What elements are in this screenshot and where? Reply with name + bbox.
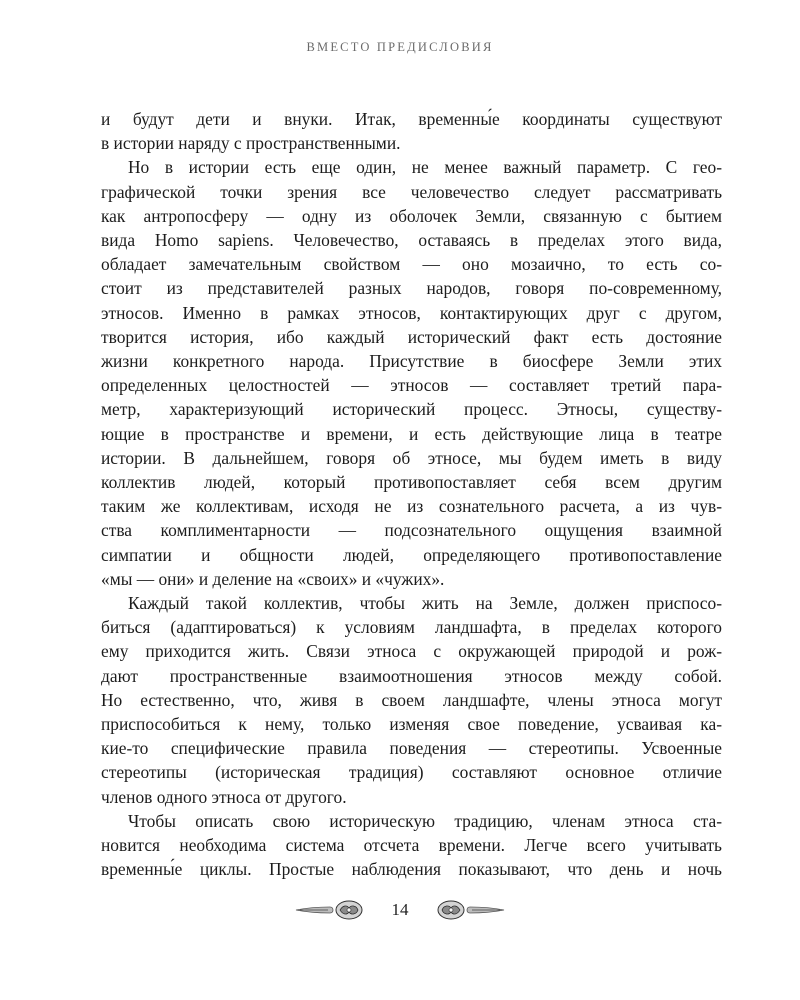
text-line: Чтобы описать свою историческую традицию, членам этноса ста-: [128, 810, 722, 831]
text-line: метр, характеризующий исторический процесс. Этносы, существу-: [101, 399, 722, 420]
text-line: истории. В дальнейшем, говоря об этносе, мы будем иметь в виду: [101, 447, 722, 468]
text-line: биться (адаптироваться) к условиям ландшафта, в пределах которого: [101, 617, 722, 638]
text-line: дают пространственные взаимоотношения этносов между собой.: [101, 665, 722, 686]
text-line: временны́е циклы. Простые наблюдения показывают, что день и ночь: [101, 859, 722, 880]
text-line: кие-то специфические правила поведения — стереотипы. Усвоенные: [101, 738, 722, 759]
text-line: ему приходится жить. Связи этноса с окружающей природой и рож-: [101, 641, 722, 662]
text-line: в истории наряду с пространственными.: [101, 133, 401, 154]
ornament-right-icon: [436, 899, 506, 921]
ornament-left-icon: [294, 899, 364, 921]
page-folio: [0, 897, 800, 923]
text-line: жизни конкретного народа. Присутствие в биосфере Земли этих: [101, 351, 722, 372]
text-line: «мы — они» и деление на «своих» и «чужих».: [101, 568, 445, 589]
text-line: вида Homo sapiens. Человечество, оставаясь в пределах этого вида,: [101, 230, 722, 251]
text-line: Но в истории есть еще один, не менее важный параметр. С гео-: [128, 157, 722, 178]
text-line: определенных целостностей — этносов — составляет третий пара-: [101, 375, 722, 396]
running-head: ВМЕСТО ПРЕДИСЛОВИЯ: [306, 40, 494, 54]
body-text: [101, 107, 722, 882]
text-line: ства комплиментарности — подсознательного ощущения взаимной: [101, 520, 722, 541]
text-line: стереотипы (историческая традиция) составляют основное отличие: [101, 762, 722, 783]
text-line: творится история, ибо каждый исторический факт есть достояние: [101, 326, 722, 347]
text-line: стоит из представителей разных народов, говоря по-современному,: [101, 278, 722, 299]
text-line: Но естественно, что, живя в своем ландшафте, члены этноса могут: [101, 689, 722, 710]
text-line: ющие в пространстве и времени, и есть действующие лица в театре: [101, 423, 722, 444]
text-line: коллектив людей, который противопоставляет себя всем другим: [101, 472, 722, 493]
text-line: симпатии и общности людей, определяющего противопоставление: [101, 544, 722, 565]
text-line: Каждый такой коллектив, чтобы жить на Земле, должен приспосо-: [128, 593, 722, 614]
text-line: графической точки зрения все человечество следует рассматривать: [101, 181, 722, 202]
text-line: членов одного этноса от другого.: [101, 786, 347, 807]
page-number: 14: [391, 900, 409, 919]
text-line: как антропосферу — одну из оболочек Земли, связанную с бытием: [101, 205, 722, 226]
text-line: новится необходима система отсчета времени. Легче всего учитывать: [101, 835, 722, 856]
text-line: и будут дети и внуки. Итак, временны́е координаты существуют: [101, 109, 722, 129]
text-line: обладает замечательным свойством — оно мозаично, то есть со-: [101, 254, 722, 275]
text-line: этносов. Именно в рамках этносов, контактирующих друг с другом,: [101, 302, 722, 323]
text-line: приспособиться к нему, только изменяя свое поведение, усваивая ка-: [101, 714, 722, 735]
text-line: таким же коллективам, исходя не из сознательного расчета, а из чув-: [101, 496, 722, 517]
